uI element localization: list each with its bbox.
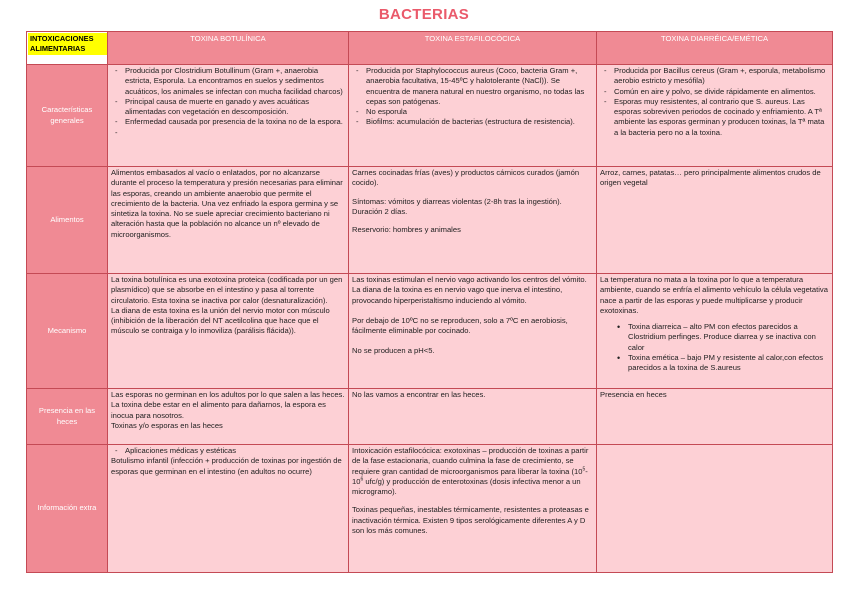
cell-mecanismo-estafilococica bbox=[349, 274, 597, 389]
list-item: - Común en aire y polvo, se divide rápidamente en alimentos. bbox=[614, 87, 829, 97]
column-header-emetica: TOXINA DIARRÉICA/EMÉTICA bbox=[597, 32, 833, 65]
cell-alimentos-estafilococica bbox=[349, 167, 597, 274]
text-part: ufc/g) y producción de enterotoxinas (dosis infectiva menor a un microgramo). bbox=[352, 476, 581, 497]
table-row bbox=[27, 389, 833, 445]
row-header-mecanismo: Mecanismo bbox=[27, 274, 108, 389]
list-item: • Toxina emética – bajo PM y resistente al calor,con efectos parecidos a la toxina de S.aureus bbox=[628, 353, 829, 374]
cell-extra-emetica bbox=[597, 445, 833, 573]
cell-mecanismo-emetica bbox=[597, 274, 833, 389]
list-item: - Producida por Staphylococcus aureus (Coco, bacteria Gram +, anaerobia facultativa, 15-45ºC y halotolerante (NaCl)). Se encuentra de manera natural en nuestro organismo, no todas las cepas son patógenas. bbox=[366, 66, 593, 107]
list-item: - Producida por Bacillus cereus (Gram +, esporula, metabolismo aerobio estricto y mesófila) bbox=[614, 66, 829, 87]
cell-caracteristicas-emetica bbox=[597, 65, 833, 167]
page-title: BACTERIAS bbox=[378, 6, 470, 23]
cell-extra-botulinica bbox=[108, 445, 349, 573]
cell-text: Presencia en heces bbox=[600, 390, 667, 399]
cell-heces-emetica bbox=[597, 389, 833, 445]
cell-caracteristicas-botulinica bbox=[108, 65, 349, 167]
list-item: - Esporas muy resistentes, al contrario que S. aureus. Las esporas sobreviven periodos de cocinado y enfriamiento. A Tª ambiente las esporas germinan y producen toxinas, la Tª mata a la bacteria pero no a la toxina. bbox=[614, 97, 829, 138]
cell-text: Las toxinas estimulan el nervio vago activando los centros del vómito. La diana de la toxina es en nervio vago que inerva el intestino, provocando hiperperistaltismo induciendo al vómito. bbox=[352, 275, 587, 305]
cell-heces-botulinica bbox=[108, 389, 349, 445]
table-row bbox=[27, 167, 833, 274]
cell-text: Toxinas y/o esporas en las heces bbox=[111, 420, 223, 430]
cell-text bbox=[352, 446, 593, 497]
corner-cell bbox=[27, 32, 108, 65]
column-header-botulinica: TOXINA BOTULÍNICA bbox=[108, 32, 349, 65]
cell-alimentos-emetica bbox=[597, 167, 833, 274]
cell-text: Por debajo de 10ºC no se reproducen, solo a 7ºC en aerobiosis, fácilmente eliminable por cocinado. bbox=[352, 315, 568, 336]
table-row bbox=[27, 274, 833, 389]
cell-text: Arroz, carnes, patatas… pero principalmente alimentos crudos de origen vegetal bbox=[600, 168, 821, 188]
header-row bbox=[27, 32, 833, 65]
list-item: - Enfermedad causada por presencia de la toxina no de la espora. bbox=[125, 117, 345, 127]
cell-text: La toxina botulínica es una exotoxina proteica (codificada por un gen plasmídico) que se absorbe en el intestino y pasa al torrente circulatorio. Esta toxina se inactiva por calor (desnaturalización). bbox=[111, 275, 343, 305]
cell-text: La diana de esta toxina es la unión del nervio motor con músculo (inhibición de la liberación del NT acetilcolina que hace que el músculo se contraiga y lo inmoviliza (parálisis flácida)). bbox=[111, 305, 330, 336]
cell-text: No las vamos a encontrar en las heces. bbox=[352, 390, 486, 399]
cell-text: La temperatura no mata a la toxina por lo que a temperatura ambiente, cuando se enfría el alimento vehículo la célula vegetativa nace a partir de las esporas y puede multiplicarse y producir exotoxinas. bbox=[600, 275, 828, 315]
cell-text: Botulismo infantil (infección + producción de toxinas por ingestión de esporas que germinan en el intestino (en adultos no ocurre) bbox=[111, 456, 342, 476]
cell-text: Síntomas: vómitos y diarreas violentas (2-8h tras la ingestión). Duración 2 días. bbox=[352, 196, 562, 216]
row-header-extra: Información extra bbox=[27, 445, 108, 573]
cell-alimentos-botulinica bbox=[108, 167, 349, 274]
corner-label: INTOXICACIONES ALIMENTARIAS bbox=[28, 33, 107, 55]
list-item: - Aplicaciones médicas y estéticas bbox=[125, 446, 345, 456]
row-header-alimentos: Alimentos bbox=[27, 167, 108, 274]
list-item: - Principal causa de muerte en ganado y aves acuáticas alimentadas con vegetación en descomposición. bbox=[125, 97, 345, 118]
text-part: -10 bbox=[352, 466, 588, 486]
bacteria-table bbox=[26, 31, 833, 573]
cell-text: Alimentos embasados al vacío o enlatados, por no alcanzarse durante el proceso la temperatura y presión necesarias para eliminar las esporas, creando un ambiente anaerobio que permite el crecimiento de la bacteria. Una vez enfriado la espora germina y se sintetiza la toxina. No se suele apreciar crecimiento bacteriano ni alteración hasta que la población no alcance un nº elevado de microorganismos. bbox=[111, 168, 343, 239]
cell-text: Carnes cocinadas frías (aves) y productos cárnicos curados (jamón cocido). bbox=[352, 168, 580, 188]
list-item: • Toxina diarreica – alto PM con efectos parecidos a Clostridium perfinges. Produce diarrea y se inactiva con calor bbox=[628, 322, 829, 353]
list-item: - Producida por Clostridium Botullinum (Gram +, anaerobia estricta, Esporula. La encontramos en suelos y sedimentos acuáticos, los animales se infectan con mucha facilidad charcos) bbox=[125, 66, 345, 97]
cell-text: Reservorio: hombres y animales bbox=[352, 225, 461, 235]
list-item: - Biofilms: acumulación de bacterias (estructura de resistencia). bbox=[366, 117, 593, 127]
cell-extra-estafilococica bbox=[349, 445, 597, 573]
cell-text: Las esporas no germinan en los adultos por lo que salen a las heces. La toxina debe estar en el alimento para dañarnos, la espora es inocua para nosotros. bbox=[111, 390, 345, 420]
list-item: - No esporula bbox=[366, 107, 593, 117]
row-header-caracteristicas: Características generales bbox=[27, 65, 108, 167]
exponent: 6 bbox=[360, 476, 364, 483]
table-row bbox=[27, 445, 833, 573]
column-header-estafilococica: TOXINA ESTAFILOCÓCICA bbox=[349, 32, 597, 65]
cell-mecanismo-botulinica bbox=[108, 274, 349, 389]
cell-text: No se producen a pH<5. bbox=[352, 346, 435, 356]
cell-heces-estafilococica bbox=[349, 389, 597, 445]
cell-text: Toxinas pequeñas, inestables térmicamente, resistentes a proteasas e inactivación térmica. Existen 9 tipos serológicamente diferentes A y D son los más comunes. bbox=[352, 505, 589, 536]
exponent: 5 bbox=[582, 466, 586, 473]
row-header-heces: Presencia en las heces bbox=[27, 389, 108, 445]
text-part: Intoxicación estafilocócica: exotoxinas – producción de toxinas a partir de la fase estacionaria, cuando culmina la fase de crecimiento, se requiere gran cantidad de microorganismos para liberar la toxina (10 bbox=[352, 446, 589, 476]
table-row bbox=[27, 65, 833, 167]
cell-caracteristicas-estafilococica bbox=[349, 65, 597, 167]
